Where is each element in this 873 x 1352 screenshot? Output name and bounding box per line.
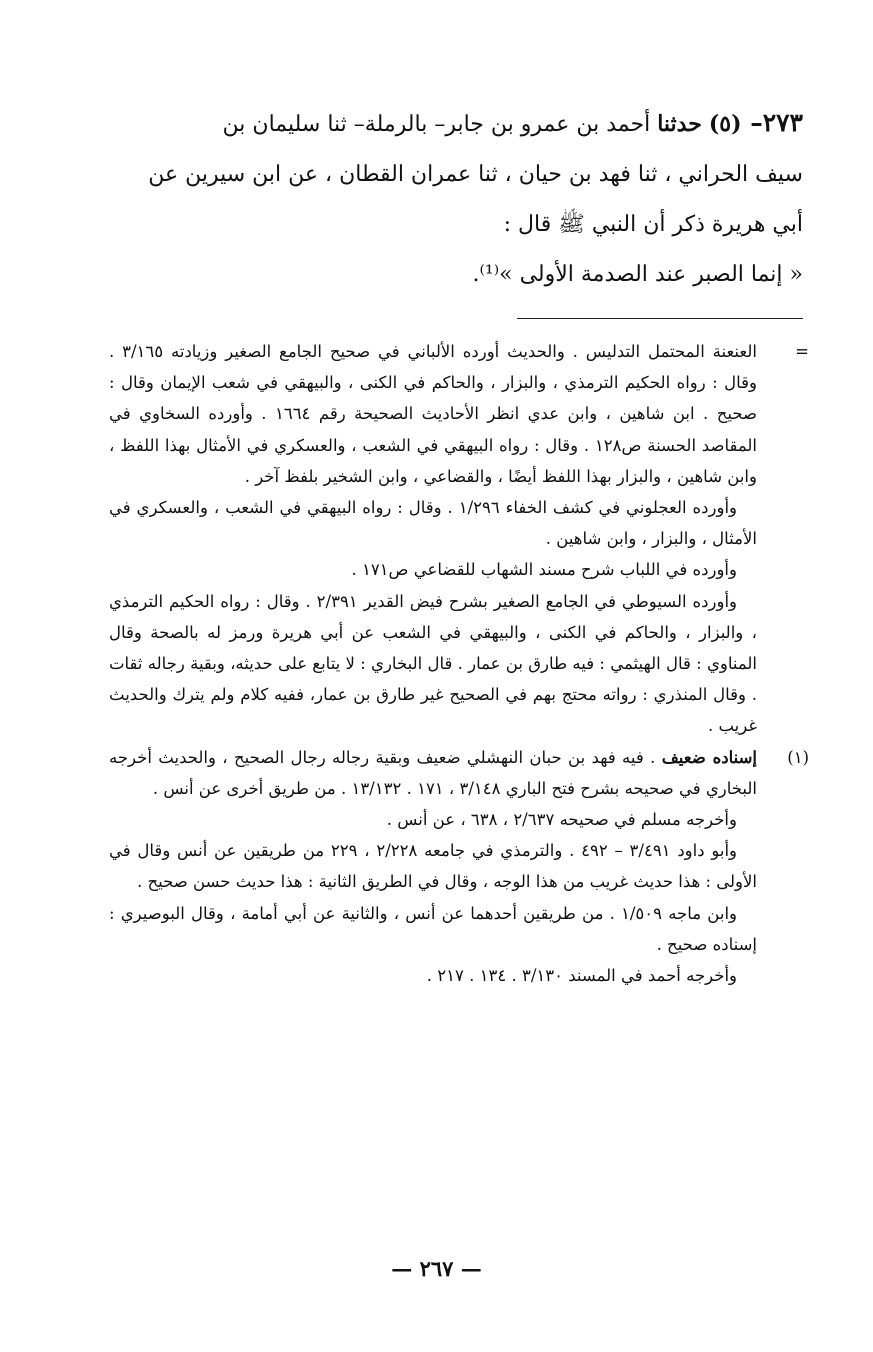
footnote-paragraph: العنعنة المحتمل التدليس . والحديث أورده الألباني في صحيح الجامع الصغير وزيادته ٣/١٦٥ . وقال : رواه الحكيم الترمذي ، والبزار ، والحاكم في الكنى ، والبيهقي في شعب الإيمان وقال : صحيح . ابن شاهين ، وابن عدي انظر الأحاديث الصحيحة رقم ١٦٦٤ . وأورده السخاوي في المقاصد الحسنة ص١٢٨ . وقال : رواه البيهقي في الشعب ، والعسكري في الأمثال بهذا اللفظ ، وابن شاهين ، والبزار بهذا اللفظ أيضًا ، والقضاعي ، وابن الشخير بلفظ آخر . [109, 342, 757, 486]
footnote-1 [109, 742, 809, 992]
footnote-paragraph: وأورده العجلوني في كشف الخفاء ١/٢٩٦ . وقال : رواه البيهقي في الشعب ، والعسكري في الأمثال ، والبزار ، وابن شاهين . [109, 498, 757, 549]
footnote-heading: إسناده ضعيف [661, 747, 758, 767]
isnad-text: أحمد بن عمرو بن جابر– بالرملة– ثنا سليمان بن [222, 112, 658, 137]
hadith-opening: حدثنا [657, 111, 702, 137]
footnote-paragraph: وأورده السيوطي في الجامع الصغير بشرح فيض القدير ٢/٣٩١ . وقال : رواه الحكيم الترمذي ، والبزار ، والحاكم في الكنى ، والبيهقي في الشعب عن أبي هريرة ورمز له بالصحة وقال المناوي : قال الهيثمي : فيه طارق بن عمار . قال البخاري : لا يتابع على حديثه، وبقية رجاله ثقات . وقال المنذري : رواته محتج بهم في الصحيح غير طارق بن عمار، ففيه كلام ولم يترك والحديث غريب . [109, 591, 757, 736]
hadith-line: سيف الحراني ، ثنا فهد بن حيان ، ثنا عمران القطان ، عن ابن سيرين عن [148, 162, 803, 187]
footnote-paragraph: وأبو داود ٣/٤٩١ – ٤٩٢ . والترمذي في جامعه ٢/٢٢٨ ، ٢٢٩ من طريقين عن أنس وقال في الأولى : هذا حديث غريب من هذا الوجه ، وقال في الطريق الثانية : هذا حديث حسن صحيح . [109, 841, 757, 892]
chain-number: (٥) [708, 111, 742, 137]
footnote-paragraph: وأخرجه مسلم في صحيحه ٢/٦٣٧ ، ٦٣٨ ، عن أنس . [386, 810, 737, 830]
footnote-continuation [109, 336, 809, 742]
footnote-paragraph: وأخرجه أحمد في المسند ٣/١٣٠ . ١٣٤ . ٢١٧ . [426, 966, 737, 986]
footnote-paragraph: وابن ماجه ١/٥٠٩ . من طريقين أحدهما عن أنس ، والثانية عن أبي أمامة ، وقال البوصيري : إسناده صحيح . [109, 903, 757, 954]
footnote-paragraph: وأورده في اللباب شرح مسند الشهاب للقضاعي ص١٧١ . [351, 560, 737, 580]
hadith-text [91, 98, 803, 300]
matn-text: « إنما الصبر عند الصدمة الأولى »⁽¹⁾. [472, 262, 803, 287]
footnote-paragraph: إسناده ضعيف . فيه فهد بن حبان النهشلي ضعيف وبقية رجاله رجال الصحيح ، والحديث أخرجه البخاري في صحيحه بشرح فتح الباري ٣/١٤٨ ، ١٧١ . ١٣/١٣٢ . من طريق أخرى عن أنس . [109, 747, 758, 798]
footnote-divider [517, 318, 803, 319]
footnote-marker: (١) [787, 747, 809, 767]
hadith-line: أبي هريرة ذكر أن النبي ﷺ قال : [503, 212, 803, 237]
footnotes [109, 336, 809, 991]
continuation-marker: = [795, 342, 809, 361]
hadith-number: ٢٧٣ [762, 108, 803, 137]
page-number: — ٢٦٧ — [391, 1256, 482, 1281]
hadith-line: ٢٧٣– (٥) حدثنا أحمد بن عمرو بن جابر– بالرملة– ثنا سليمان بن [222, 108, 803, 137]
